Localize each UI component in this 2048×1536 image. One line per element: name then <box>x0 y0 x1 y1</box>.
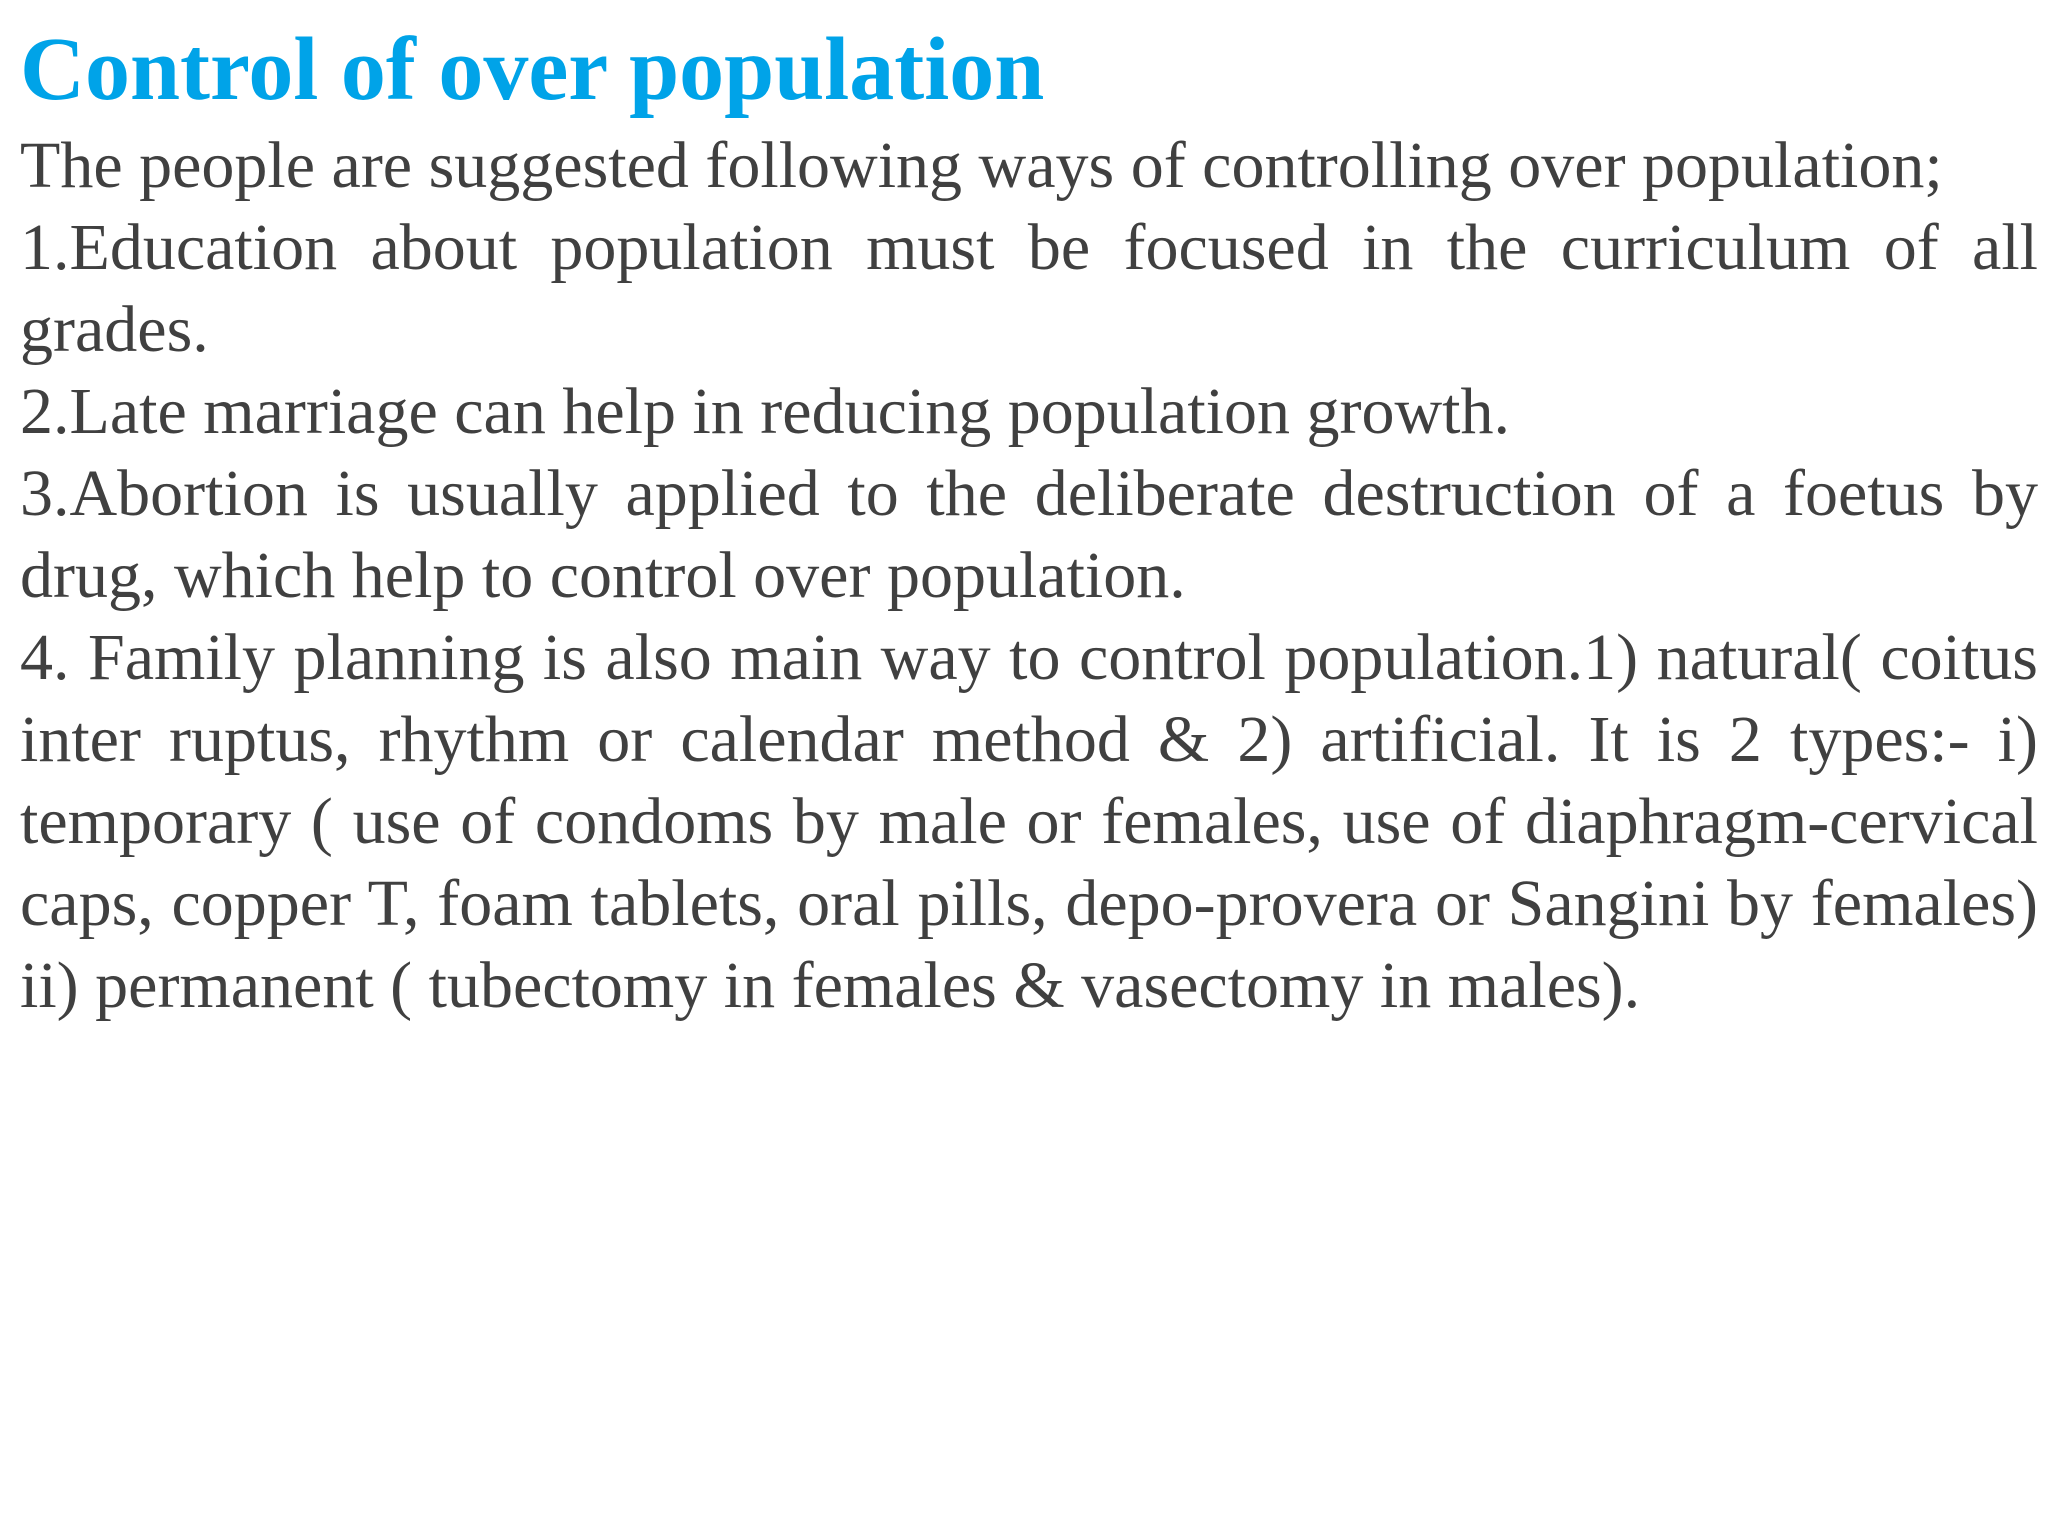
slide-body <box>20 125 2038 1027</box>
intro-text: The people are suggested following ways of controlling over population; <box>20 129 1943 202</box>
point-4: 4. Family planning is also main way to control population.1) natural( coitus inter ruptus, rhythm or calendar method & 2) artificial. It is 2 types:- i) temporary ( use of condoms by male or females, use of diaphragm-cervical caps, copper T, foam tablets, oral pills, depo-provera or Sangini by females) ii) permanent ( tubectomy in females & vasectomy in males). <box>20 621 2038 1022</box>
point-3: 3.Abortion is usually applied to the deliberate destruction of a foetus by drug, which help to control over population. <box>20 457 2038 612</box>
point-1: 1.Education about population must be focused in the curriculum of all grades. <box>20 211 2038 366</box>
slide-title: Control of over population <box>20 20 1045 119</box>
point-2: 2.Late marriage can help in reducing population growth. <box>20 375 1510 448</box>
